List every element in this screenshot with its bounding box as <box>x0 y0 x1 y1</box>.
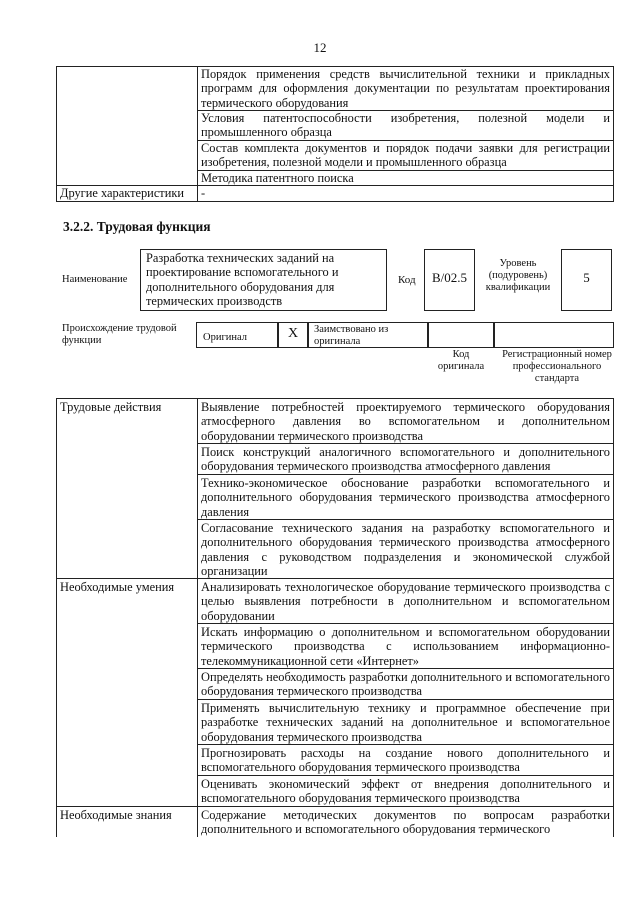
function-name-box: Разработка технических заданий на проектирование вспомогательного и дополнительного оборудования для термических производств <box>140 249 387 311</box>
origin-code-cell <box>428 322 494 348</box>
labor-actions-label: Трудовые действия <box>57 399 198 579</box>
borrowed-cell: Заимствовано из оригинала <box>308 322 428 348</box>
qualification-level-box: 5 <box>561 249 612 311</box>
origin-code-caption: Код оригинала <box>437 349 485 372</box>
skill-item: Анализировать технологическое оборудование термического производства с целью выявления потребности в дополнительном и вспомогательном оборудовании <box>198 579 614 624</box>
knowledge-item: Содержание методических документов по вопросам разработки дополнительного и вспомогательного оборудования термического <box>198 807 614 838</box>
function-code-box: B/02.5 <box>424 249 475 311</box>
knowledge-item: Состав комплекта документов и порядок подачи заявки для регистрации изобретения, полезной модели и промышленного образца <box>198 141 614 171</box>
knowledge-label-cell <box>57 67 198 186</box>
labor-action-item: Согласование технического задания на разработку вспомогательного и дополнительного оборудования термического производства атмосферного давления с руководством подразделения и экономической службой организации <box>198 520 614 579</box>
labor-action-item: Технико-экономическое обоснование разработки вспомогательного и дополнительного оборудования термического производства атмосферного давления <box>198 475 614 520</box>
required-skills-label: Необходимые умения <box>57 579 198 807</box>
original-cell: Оригинал <box>196 322 278 348</box>
original-mark: X <box>278 322 308 348</box>
registration-number-caption: Регистрационный номер профессионального стандарта <box>502 349 612 384</box>
knowledge-item: Порядок применения средств вычислительной техники и прикладных программ для оформления документации по результатам проектирования термического оборудования <box>198 67 614 111</box>
skill-item: Применять вычислительную технику и программное обеспечение при разработке технических заданий на дополнительное и вспомогательное оборудования термического производства <box>198 700 614 745</box>
section-title: 3.2.2. Трудовая функция <box>63 219 211 234</box>
other-characteristics-label: Другие характеристики <box>57 186 198 201</box>
other-characteristics-value: - <box>198 186 614 201</box>
code-label: Код <box>398 274 416 286</box>
origin-label: Происхождение трудовой функции <box>62 323 177 346</box>
knowledge-item: Условия патентоспособности изобретения, полезной модели и промышленного образца <box>198 111 614 141</box>
labor-action-item: Поиск конструкций аналогичного вспомогательного и дополнительного оборудования термического производства атмосферного давления <box>198 444 614 475</box>
labor-function-table <box>56 398 614 837</box>
labor-action-item: Выявление потребностей проектируемого термического оборудования атмосферного давления во вспомогательном и дополнительном оборудовании термического производства <box>198 399 614 444</box>
skill-item: Оценивать экономический эффект от внедрения дополнительного и вспомогательного оборудования термического производства <box>198 776 614 807</box>
skill-item: Искать информацию о дополнительном и вспомогательном оборудовании термического производства с использованием информационно-телекоммуникационной сети «Интернет» <box>198 624 614 669</box>
required-knowledge-label: Необходимые знания <box>57 807 198 838</box>
skill-item: Прогнозировать расходы на создание нового дополнительного и вспомогательного оборудования термического производства <box>198 745 614 776</box>
skill-item: Определять необходимость разработки дополнительного и вспомогательного оборудования термического производства <box>198 669 614 700</box>
qualification-level-label: Уровень (подуровень) квалификации <box>485 258 551 293</box>
knowledge-continuation-table <box>56 66 614 202</box>
registration-number-cell <box>494 322 614 348</box>
knowledge-item: Методика патентного поиска <box>198 171 614 186</box>
name-label: Наименование <box>62 274 128 285</box>
page-number: 12 <box>313 40 327 55</box>
